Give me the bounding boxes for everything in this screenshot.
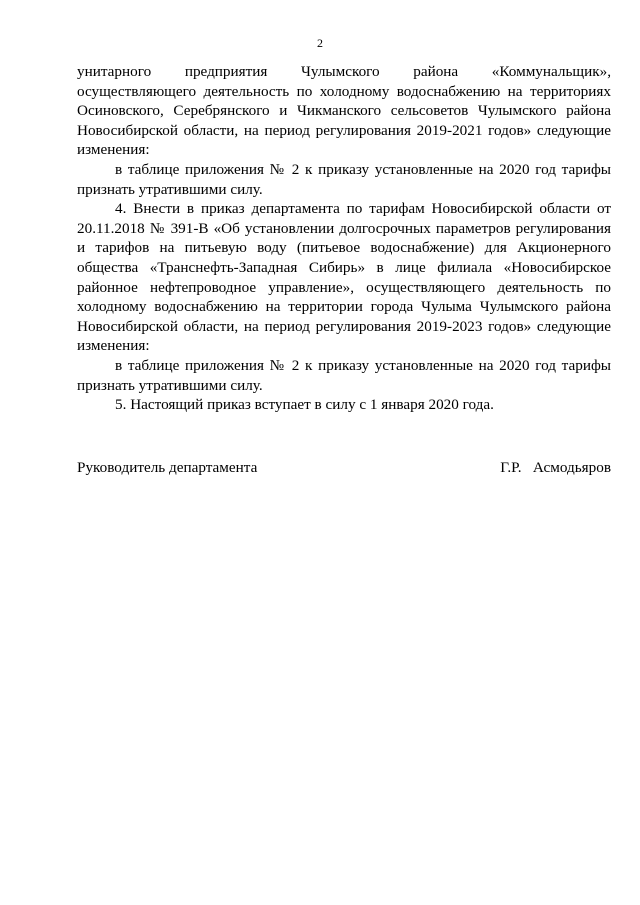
paragraph-continuation: унитарного предприятия Чулымского района «Коммунальщик», осуществляющего деятельность по холодному водоснабжению на территориях Осиновского, Серебрянского и Чикманского сельсоветов Чулымского района Новосибирской области, на период регулирования 2019-2021 годов» следующие изменения: xyxy=(77,63,611,159)
paragraph-tariffs-void-2: в таблице приложения № 2 к приказу установленные на 2020 год тарифы признать утратившими силу. xyxy=(77,356,611,394)
document-body xyxy=(77,62,611,415)
signature-block xyxy=(77,458,611,478)
paragraph-item-5: 5. Настоящий приказ вступает в силу с 1 января 2020 года. xyxy=(115,396,494,414)
signature-position: Руководитель департамента xyxy=(77,459,258,476)
page-number: 2 xyxy=(317,36,323,50)
paragraph-item-4: 4. Внести в приказ департамента по тарифам Новосибирской области от 20.11.2018 № 391-В «Об установлении долгосрочных параметров регулирования и тарифов на питьевую воду (питьевое водоснабжение) для Акционерного общества «Транснефть-Западная Сибирь» в лице филиала «Новосибирское районное нефтепроводное управление», осуществляющего деятельность по холодному водоснабжению на территории города Чулыма Чулымского района Новосибирской области, на период регулирования 2019-2023 годов» следующие изменения: xyxy=(77,200,611,355)
paragraph-tariffs-void-1: в таблице приложения № 2 к приказу установленные на 2020 год тарифы признать утратившими силу. xyxy=(77,160,611,198)
signature-name: Г.Р. Асмодьяров xyxy=(500,459,611,476)
